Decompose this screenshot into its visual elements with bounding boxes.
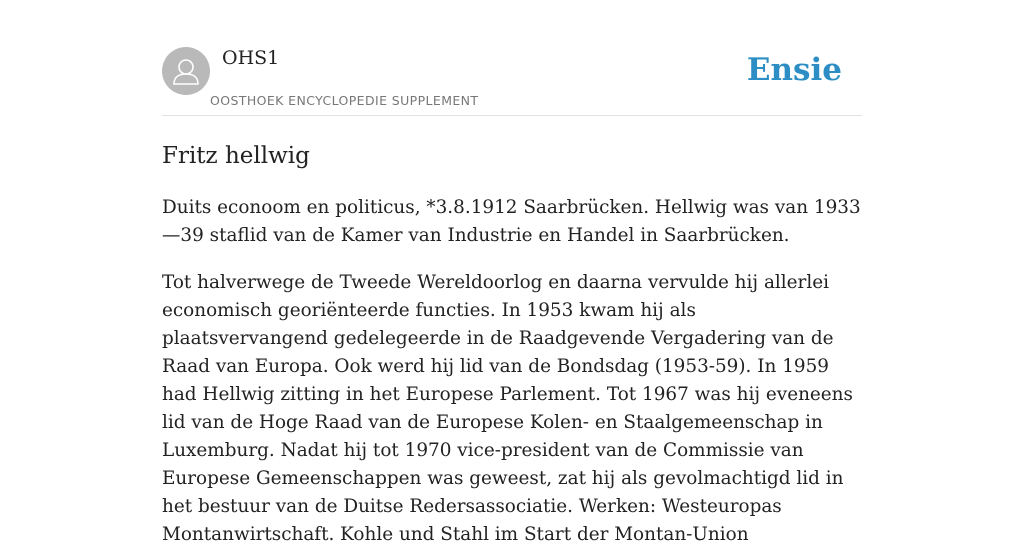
author-name[interactable]: OHS1: [222, 47, 280, 69]
user-avatar-icon[interactable]: [162, 47, 210, 95]
source-label[interactable]: OOSTHOEK ENCYCLOPEDIE SUPPLEMENT: [210, 93, 479, 108]
article-paragraph-2: Tot halverwege de Tweede Wereldoorlog en daarna vervulde hij allerlei economisch georiënteerde functies. In 1953 kwam hij als plaatsvervangend gedelegeerde in de Raadgevende Vergadering van de Raad van Europa. Ook werd hij lid van de Bondsdag (1953-59). In 1959 had Hellwig zitting in het Europese Parlement. Tot 1967 was hij eveneens lid van de Hoge Raad van de Europese Kolen- en Staalgemeenschap in Luxemburg. Nadat hij tot 1970 vice-president van de Commissie van Europese Gemeenschappen was geweest, zat hij als gevolmachtigd lid in het bestuur van de Duitse Redersassociatie. Werken: Westeuropas Montanwirtschaft. Kohle und Stahl im Start der Montan-Union: [162, 272, 853, 545]
article-page: [162, 0, 862, 545]
article-paragraph-1: Duits econoom en politicus, *3.8.1912 Saarbrücken. Hellwig was van 1933—39 staflid van de Kamer van Industrie en Handel in Saarbrücken.: [162, 197, 861, 246]
page-title: Fritz hellwig: [162, 143, 310, 169]
article-header: [162, 0, 862, 116]
brand-logo[interactable]: Ensie: [746, 52, 842, 88]
